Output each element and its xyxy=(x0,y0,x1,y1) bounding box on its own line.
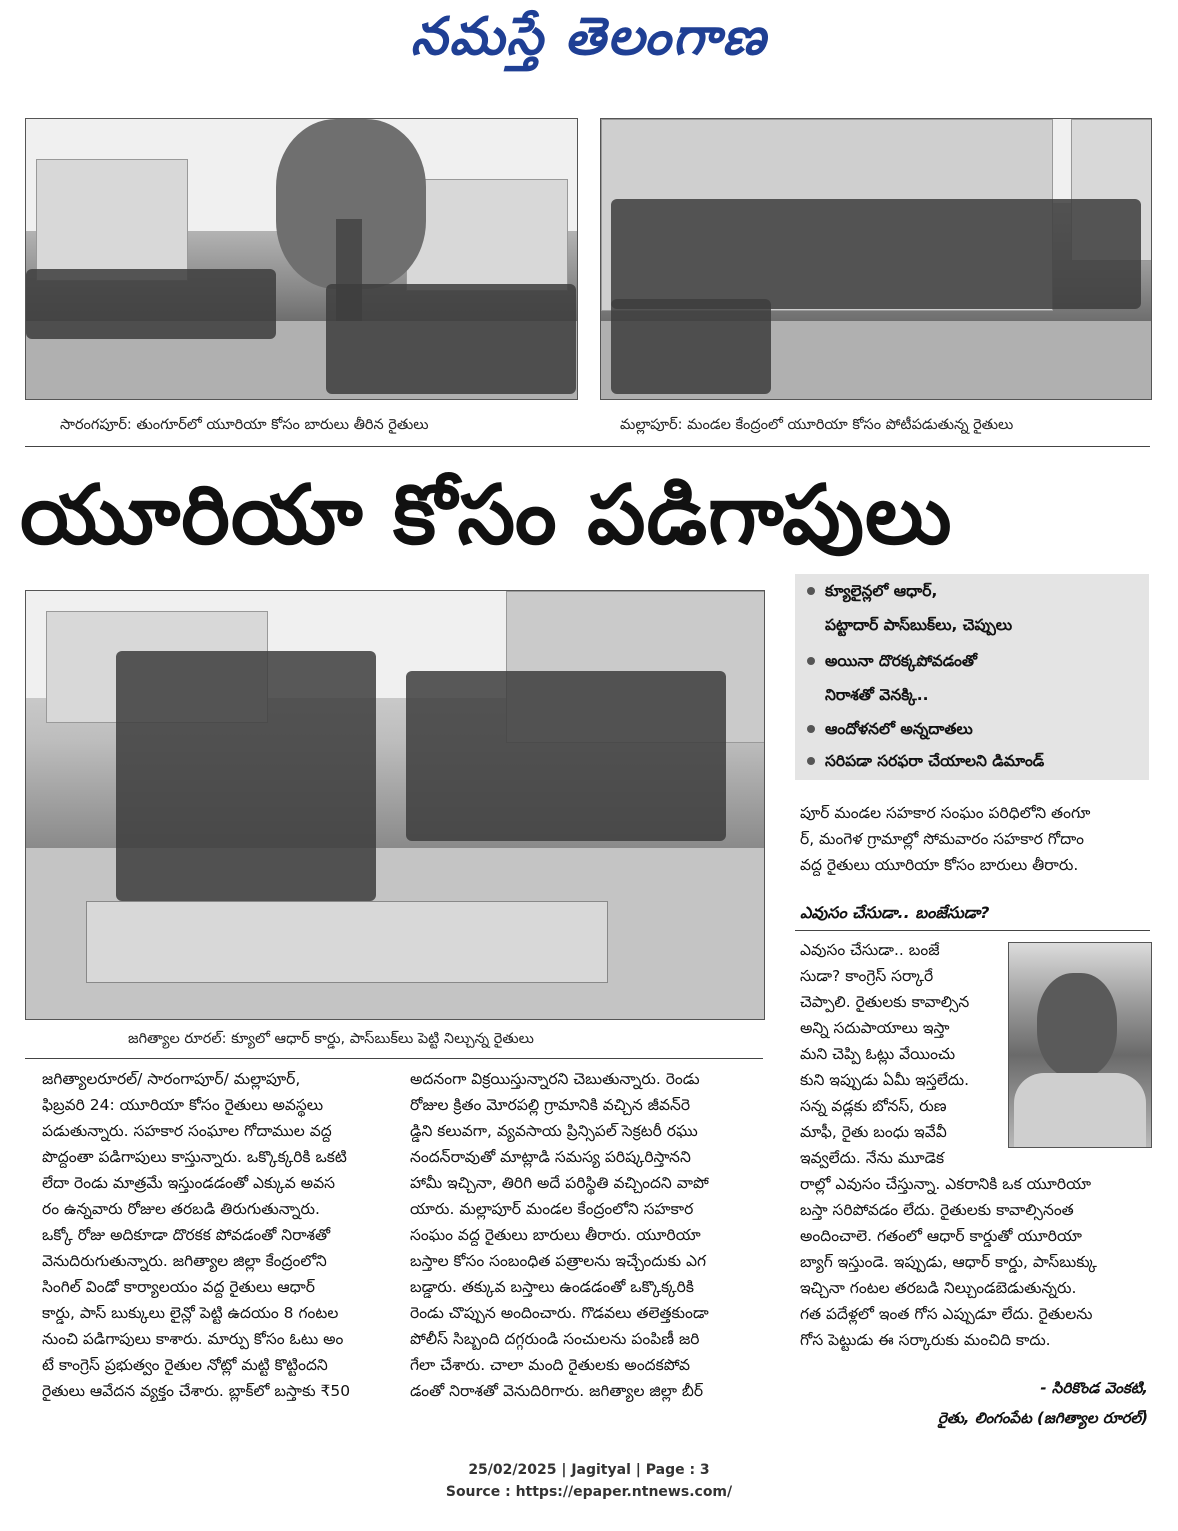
article-col3-top: పూర్ మండల సహకార సంఘం పరిధిలోని తంగూ ర్, మంగెళ గ్రామాల్లో సోమవారం సహకార గోదాం వద్ద రైతులు యూరియా కోసం బారులు తీరారు. xyxy=(800,804,1091,874)
highlight-item: క్యూలైన్లలో ఆధార్, xyxy=(795,582,1149,604)
highlight-item: సరిపడా సరఫరా చేయాలని డిమాండ్ xyxy=(795,752,1149,774)
photo-mallapur-crowd xyxy=(600,118,1152,400)
photo-sarangapur-queue xyxy=(25,118,578,400)
masthead-logo: నమస్తే తెలంగాణ xyxy=(410,6,768,67)
photo1-caption: సారంగపూర్: తుంగూర్‌లో యూరియా కోసం బారులు తీరిన రైతులు xyxy=(60,417,429,433)
article-col1: జగిత్యాలరూరల్/ సారంగాపూర్/ మల్లాపూర్, ఫిబ్రవరి 24: యూరియా కోసం రైతులు అవస్థలు పడుతున్నారు. సహకార సంఘాల గోదాముల వద్ద పొద్దంతా పడిగాపులు కాస్తున్నారు. ఒక్కొక్కరికి ఒకటి లేదా రెండు మాత్రమే ఇస్తుండడంతో ఎక్కువ అవస రం ఉన్నవారు రోజుల తరబడి తిరుగుతున్నారు. ఒక్కో రోజు అదికూడా దొరకక పోవడంతో నిరాశతో వెనుదిరుగుతున్నారు. జగిత్యాల జిల్లా కేంద్రంలోని సింగిల్ విండో కార్యాలయం వద్ద రైతులు ఆధార్ కార్డు, పాస్ బుక్కులు లైన్లో పెట్టి ఉదయం 8 గంటల నుంచి పడిగాపులు కాశారు. మార్పు కోసం ఓటు అం టే కాంగ్రెస్ ప్రభుత్వం రైతుల నోట్లో మట్టి కొట్టిందని రైతులు ఆవేదన వ్యక్తం చేశారు. బ్లాక్‌లో బస్తాకు ₹50 xyxy=(42,1070,351,1400)
quote-subhead: ఎవుసం చేసుడా.. బంజేసుడా? xyxy=(800,903,990,922)
headline: యూరియా కోసం పడిగాపులు xyxy=(20,468,953,563)
highlights-box xyxy=(795,574,1149,780)
photo2-caption: మల్లాపూర్: మండల కేంద్రంలో యూరియా కోసం పోటీపడుతున్న రైతులు xyxy=(620,417,1014,433)
highlight-item: పట్టాదార్ పాస్‌బుక్‌లు, చెప్పులు xyxy=(825,616,1013,634)
photo-jagityal-queue xyxy=(25,590,765,1020)
highlight-item: నిరాశతో వెనక్కి.. xyxy=(825,686,929,704)
article-col2: అదనంగా విక్రయిస్తున్నారని చెబుతున్నారు. రెండు రోజుల క్రితం మోరపల్లి గ్రామానికి వచ్చిన జీవన్‌రె డ్డిని కలువగా, వ్యవసాయ ప్రిన్సిపల్ సెక్రటరీ రఘు నందన్‌రావుతో మాట్లాడి సమస్య పరిష్కరిస్తానని హామీ ఇచ్చినా, తిరిగి అదే పరిస్థితి వచ్చిందని వాపో యారు. మల్లాపూర్ మండల కేంద్రంలోని సహకార సంఘం వద్ద రైతులు బారులు తీరారు. యూరియా బస్తాల కోసం సంబంధిత పత్రాలను ఇచ్చేందుకు ఎగ బడ్డారు. తక్కువ బస్తాలు ఉండడంతో ఒక్కొక్కరికి రెండు చొప్పున అందించారు. గొడవలు తలెత్తకుండా పోలీస్ సిబ్బంది దగ్గరుండి సంచులను పంపిణీ జరి గేలా చేశారు. చాలా మంది రైతులకు అందకపోవ డంతో నిరాశతో వెనుదిరిగారు. జగిత్యాల జిల్లా బీర్ xyxy=(410,1070,709,1400)
byline-place: రైతు, లింగంపేట (జగిత్యాల రూరల్) xyxy=(938,1409,1148,1427)
photo3-caption: జగిత్యాల రూరల్: క్యూలో ఆధార్ కార్డు, పాస్‌బుక్‌లు పెట్టి నిల్చున్న రైతులు xyxy=(128,1031,534,1047)
footer-date-page: 25/02/2025 | Jagityal | Page : 3 xyxy=(468,1462,710,1478)
quote-text-narrow: ఎవుసం చేసుడా.. బంజే సుడా? కాంగ్రెస్ సర్కారే చెప్పాలి. రైతులకు కావాల్సిన అన్ని సదుపాయాలు ఇస్తా మని చెప్పి ఓట్లు వేయించు కుని ఇప్పుడు ఏమీ ఇస్తలేదు. సన్న వడ్లకు బోనస్, రుణ మాఫీ, రైతు బంధు ఇవేవీ ఇవ్వలేదు. నేను మూడెక xyxy=(800,941,970,1167)
footer-source-link[interactable]: Source : https://epaper.ntnews.com/ xyxy=(445,1484,733,1500)
byline-name: - సిరికొండ వెంకటి, xyxy=(1040,1379,1148,1397)
highlight-item: అయినా దొరక్కపోవడంతో xyxy=(795,652,1149,674)
quote-text-wide: రాల్లో ఎవుసం చేస్తున్నా. ఎకరానికి ఒక యూరియా బస్తా సరిపోవడం లేదు. రైతులకు కావాల్సినంత అందించాలె. గతంలో ఆధార్ కార్డుతో యూరియా బ్యాగ్ ఇస్తుండె. ఇప్పుడు, ఆధార్ కార్డు, పాస్‌బుక్కు ఇచ్చినా గంటల తరబడి నిల్చుండబెడుతున్నరు. గత పదేళ్లలో ఇంత గోస ఎప్పుడూ లేదు. రైతులను గోస పెట్టుడు ఈ సర్కారుకు మంచిది కాదు. xyxy=(800,1175,1097,1349)
farmer-portrait-photo xyxy=(1008,942,1152,1148)
highlight-item: ఆందోళనలో అన్నదాతలు xyxy=(795,720,1149,742)
